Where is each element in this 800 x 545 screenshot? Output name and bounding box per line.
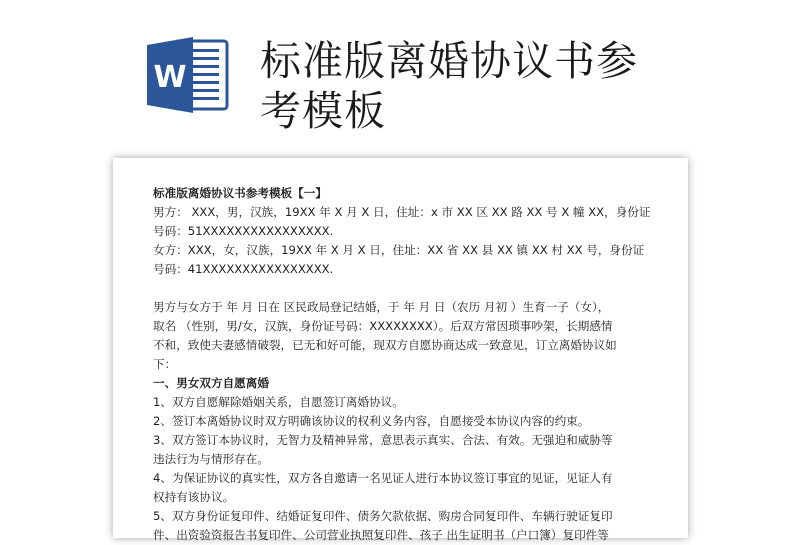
clause-line: 件、出资验资报告书复印件、公司营业执照复印件、孩子 出生证明书（户口簿）复印件等 [153, 528, 609, 542]
word-letter: W [153, 60, 187, 95]
clause-line: 2、签订本离婚协议时双方明确该协议的权利义务内容，自愿接受本协议内容的约束。 [153, 414, 590, 428]
document-page [113, 158, 688, 542]
doc-line: 取名 （性别，男/女，汉族，身份证号码：XXXXXXXX）。后双方常因琐事吵架，长期感情 [153, 319, 613, 333]
clause-line: 4、为保证协议的真实性，双方各自邀请一名见证人进行本协议签订事宜的见证，见证人有 [153, 471, 613, 485]
clause-line: 5、双方身份证复印件、结婚证复印件、债务欠款依据、购房合同复印件、车辆行驶证复印 [153, 509, 613, 523]
title-line-2: 考模板 [260, 87, 386, 135]
doc-line: 下： [153, 357, 177, 371]
clause-line: 权持有该协议。 [153, 490, 235, 504]
doc-line: 男方与女方于 年 月 日在 区民政局登记结婚，于 年 月 日（农历 月初 ）生育一子（女）， [153, 300, 610, 314]
doc-line: 女方：XXX，女，汉族，19XX 年 X 月 X 日，住址：XX 省 XX 县 XX 镇 XX 村 XX 号，身份证 [153, 243, 645, 257]
doc-line: 号码：41XXXXXXXXXXXXXXXX. [153, 262, 334, 276]
word-doc-icon [145, 35, 230, 115]
document-body [153, 184, 655, 545]
clause-line: 3、双方签订本协议时，无智力及精神异常，意思表示真实、合法、有效。无强迫和威胁等 [153, 433, 613, 447]
doc-line: 男方： XXX，男，汉族，19XX 年 X 月 X 日，住址：x 市 XX 区 XX 路 XX 号 X 幢 XX，身份证 [153, 205, 651, 219]
clause-line: 1、双方自愿解除婚姻关系，自愿签订离婚协议。 [153, 395, 404, 409]
section-heading: 一、男女双方自愿离婚 [153, 376, 269, 390]
clause-line: 违法行为与情形存在。 [153, 452, 269, 466]
doc-line: 号码：51XXXXXXXXXXXXXXXX. [153, 224, 334, 238]
page-title [260, 36, 720, 136]
doc-heading: 标准版离婚协议书参考模板【一】 [153, 186, 327, 200]
blank-line [153, 279, 655, 298]
doc-line: 不和，致使夫妻感情破裂，已无和好可能，现双方自愿协商达成一致意见，订立离婚协议如 [153, 338, 617, 352]
title-line-1: 标准版离婚协议书参 [260, 37, 638, 85]
